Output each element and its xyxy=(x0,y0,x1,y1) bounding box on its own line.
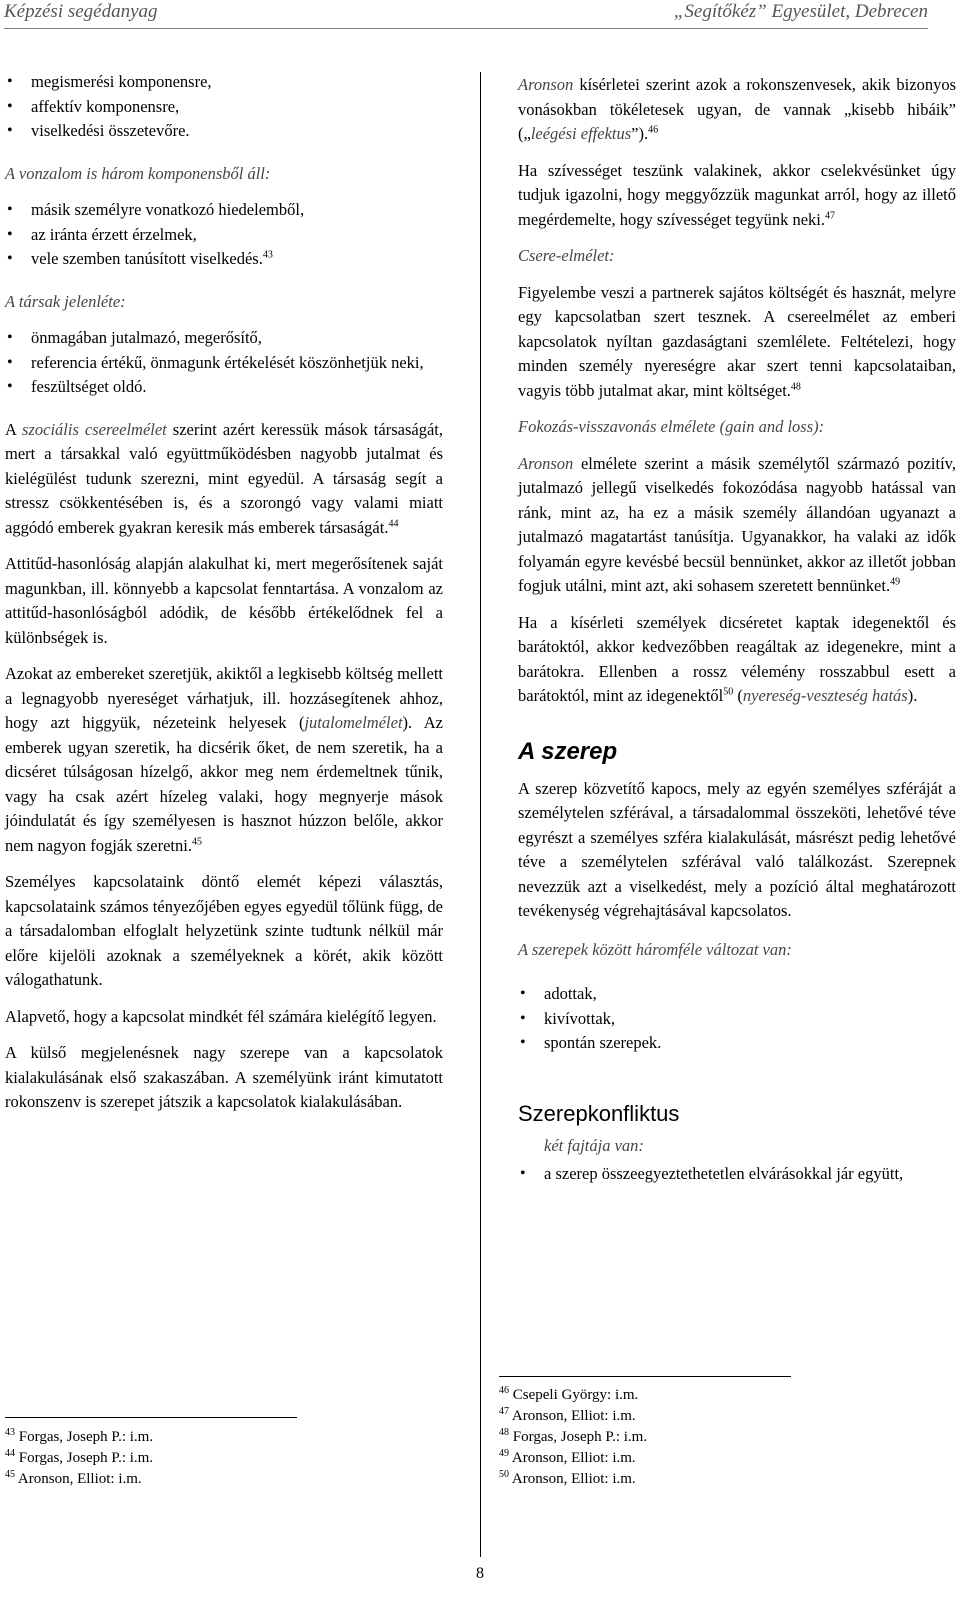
paragraph-attitud: Attitűd-hasonlóság alapján alakulhat ki, mert megerősítenek saját magunkban, ill. könnyebb a kapcsolat fenntartása. A vonzalom az attitűd-hasonlóságból adódik, de később értékelődnek fel a különbségek is. xyxy=(5,554,443,647)
text: Azokat az embereket szeretjük, akiktől a legkisebb költség mellett a legnagyobb nyereséget várhatjuk, ill. hozzásegítenek ahhoz, hogy azt higgyük, nézeteink helyesek ( xyxy=(5,664,443,732)
text: ”). xyxy=(631,124,649,143)
paragraph-szivesseg xyxy=(518,159,956,233)
component-list xyxy=(5,70,443,144)
footnote-separator xyxy=(499,1376,791,1377)
page-header xyxy=(4,0,928,29)
lead-ketfajta: két fajtája van: xyxy=(544,1135,644,1155)
list-item: • spontán szerepek. xyxy=(518,1031,956,1056)
footnotes-right xyxy=(499,1385,919,1490)
list-item: • referencia értékű, önmagunk értékelését köszönhetjük neki, xyxy=(5,351,443,376)
footnote-ref-46[interactable]: 46 xyxy=(648,124,659,136)
footnote-ref-44[interactable]: 44 xyxy=(388,518,399,529)
paragraph-szerep: A szerep közvetítő kapocs, mely az egyén személyes szféráját a személytelen szférával, a társadalommal összeköti, lehetővé téve egyrészt a személyes szféra kialakulását, másrészt pedig lehetővé téve a személytelen szférával való találkozást. Szerepnek nevezzük azt a viselkedést, mely a pozíció által meghatározott tevékenység végrehajtásával kapcsolatos. xyxy=(518,778,956,920)
text: ). Az emberek ugyan szeretik, ha dicsérik őket, de nem szeretik, ha a dicséret túlságosan hízelgő, akkor meg nem érdemeltnek tűnik, vagy ha csak azért hízeleg valaki, hogy megnyerje mások jóindulatát és így személyesen is hasznot húzzon belőle, akkor nem nagyon fogják szeretni. xyxy=(5,713,443,855)
footnote-text: Aronson, Elliot: i.m. xyxy=(509,1408,636,1424)
footnote-text: Aronson, Elliot: i.m. xyxy=(509,1471,636,1487)
footnote-ref-45[interactable]: 45 xyxy=(191,836,202,847)
paragraph-jutalom xyxy=(5,662,443,858)
footnote xyxy=(499,1469,919,1490)
lead-tarsak: A társak jelenléte: xyxy=(5,291,126,311)
footnote-separator xyxy=(5,1417,297,1418)
left-column xyxy=(5,70,443,1127)
footnote-number: 45 xyxy=(5,1469,15,1480)
footnote-number: 50 xyxy=(499,1469,509,1480)
list-item: • önmagában jutalmazó, megerősítő, xyxy=(5,326,443,351)
italic-term: nyereség-veszteség hatás xyxy=(742,686,908,705)
text: ( xyxy=(733,686,743,705)
footnote-text: Aronson, Elliot: i.m. xyxy=(509,1450,636,1466)
list-item: • feszültséget oldó. xyxy=(5,375,443,400)
footnote-text: Aronson, Elliot: i.m. xyxy=(15,1471,142,1487)
heading-szerepkonfliktus: Szerepkonfliktus xyxy=(518,1100,680,1126)
lead-szerepek: A szerepek között háromféle változat van: xyxy=(518,939,792,959)
footnote-ref-43[interactable]: 43 xyxy=(262,249,273,261)
lead-vonzalom: A vonzalom is három komponensből áll: xyxy=(5,163,271,183)
list-item: • adottak, xyxy=(518,982,956,1007)
footnote xyxy=(5,1469,425,1490)
heading-szerep: A szerep xyxy=(518,737,618,765)
page-number: 8 xyxy=(476,1565,484,1582)
paragraph-kiserleti xyxy=(518,611,956,709)
text: szerint azért keressük mások társaságát, mert a társakkal való együttműködésben nagyobb jutalmat és kielégülést tudunk szerezni, mint egyedül. A társaság segít a stressz csökkentésében is, és a szorongó vagy valami miatt aggódó emberek gyakran keresik más emberek társaságát. xyxy=(5,419,443,537)
footnote-text: Csepeli György: i.m. xyxy=(509,1387,639,1403)
list-item: • az iránta érzett érzelmek, xyxy=(5,223,443,248)
footnote-number: 46 xyxy=(499,1385,509,1396)
italic-term: Aronson xyxy=(518,453,574,473)
list-item: • a szerep összeegyeztethetetlen elvárásokkal jár együtt, xyxy=(518,1162,956,1187)
tarsak-list xyxy=(5,326,443,400)
lead-csere: Csere-elmélet: xyxy=(518,246,615,265)
italic-term: szociális csereelmélet xyxy=(22,419,167,439)
header-left-title: Képzési segédanyag xyxy=(4,1,158,22)
footnote-ref-50[interactable]: 50 xyxy=(723,686,734,698)
vonzalom-list xyxy=(5,198,443,272)
lead-fokozas: Fokozás-visszavonás elmélete (gain and loss): xyxy=(518,417,825,436)
list-item: • másik személyre vonatkozó hiedelemből, xyxy=(5,198,443,223)
footnote xyxy=(499,1448,919,1469)
header-right-title: „Segítőkéz” Egyesület, Debrecen xyxy=(673,1,928,22)
italic-term: leégési effektus xyxy=(530,124,632,143)
column-divider xyxy=(480,72,481,1557)
text: elmélete szerint a másik személytől származó pozitív, jutalmazó jellegű viselkedés fokozódása nagyobb hatással van ránk, mint az, ha ez a másik személy állandóan ugyanazt a jutalmazó magatartást tanúsítja. Ugyanakkor, ha valaki az idők folyamán egyre kevésbé becsül bennünket, akkor az illetőt jobban fogjuk utálni, mint azt, aki sohasem szeretett bennünket. xyxy=(518,453,956,595)
right-column xyxy=(518,73,956,1199)
italic-term: Aronson xyxy=(518,75,574,94)
footnote-number: 49 xyxy=(499,1448,509,1459)
footnote-text: Forgas, Joseph P.: i.m. xyxy=(15,1450,154,1466)
footnote-text: Forgas, Joseph P.: i.m. xyxy=(509,1429,648,1445)
footnote xyxy=(5,1427,425,1448)
list-item: • kivívottak, xyxy=(518,1007,956,1032)
italic-term: jutalomelmélet xyxy=(304,713,403,732)
list-item-text: vele szemben tanúsított viselkedés. xyxy=(31,249,263,268)
footnote-ref-49[interactable]: 49 xyxy=(890,576,901,588)
list-item: • megismerési komponensre, xyxy=(5,70,443,95)
footnote xyxy=(499,1385,919,1406)
text: kísérletei szerint azok a rokonszenvesek, akik bizonyos vonásokban tökéletesek ugyan, de vannak „kisebb hibáik” („ xyxy=(518,75,956,143)
text: Figyelembe veszi a partnerek sajátos költségét és hasznát, melyre egy kapcsolatban szert tesznek. A csereelmélet az emberi kapcsolatok nyíltan gazdaságtani szemlélete. Feltételezi, hogy minden személy nyereségre akar szert tenni kapcsolataiban, vagyis több jutalmat akar, mint költséget. xyxy=(518,282,956,400)
szerepek-list xyxy=(518,982,956,1056)
footnote-number: 43 xyxy=(5,1427,15,1438)
paragraph-szocialis xyxy=(5,418,443,541)
footnote-number: 44 xyxy=(5,1448,15,1459)
list-item xyxy=(5,247,443,272)
list-item: • viselkedési összetevőre. xyxy=(5,119,443,144)
footnote-ref-47[interactable]: 47 xyxy=(825,210,835,221)
footnote-ref-48[interactable]: 48 xyxy=(790,381,801,392)
text: Ha szívességet teszünk valakinek, akkor cselekvésünket úgy tudjuk igazolni, hogy meggyőzzük magunkat arról, hogy az illető megérdemelte, hogy szívességet tegyünk neki. xyxy=(518,160,956,229)
footnotes-left xyxy=(5,1427,425,1490)
paragraph-csere xyxy=(518,281,956,404)
paragraph-szemelyes: Személyes kapcsolataink döntő elemét képezi választás, kapcsolataink számos tényezőjében egyes egyedül tőlünk függ, de a társadalomban elfoglalt helyzetünk szinte tudtunk nélkül már előre kijelöli azoknak a személyeknek a körét, akik között válogathatunk. xyxy=(5,872,443,989)
text: ). xyxy=(907,686,918,705)
list-item: • affektív komponensre, xyxy=(5,95,443,120)
text: Ha a kísérleti személyek dicséretet kaptak idegenektől és barátoktól, akkor kedvezőbben reagáltak az idegenekre, mint a barátokra. Ellenben a rossz vélemény rosszabbul esett a barátoktól, mint az idegenektől xyxy=(518,612,956,705)
paragraph-alapveto: Alapvető, hogy a kapcsolat mindkét fél számára kielégítő legyen. xyxy=(5,1006,437,1026)
footnote xyxy=(499,1427,919,1448)
konfliktus-list xyxy=(518,1162,956,1187)
footnote xyxy=(5,1448,425,1469)
footnote-text: Forgas, Joseph P.: i.m. xyxy=(15,1429,154,1445)
paragraph-aronson xyxy=(518,73,956,147)
footnote-number: 48 xyxy=(499,1427,509,1438)
footnote xyxy=(499,1406,919,1427)
paragraph-kulso: A külső megjelenésnek nagy szerepe van a kapcsolatok kialakulásának első szakaszában. A személyünk iránt kimutatott rokonszenv is szerepet játszik a kapcsolatok kialakulásában. xyxy=(5,1043,443,1111)
footnote-number: 47 xyxy=(499,1406,509,1417)
paragraph-fokozas xyxy=(518,452,956,599)
text: A xyxy=(5,419,23,439)
